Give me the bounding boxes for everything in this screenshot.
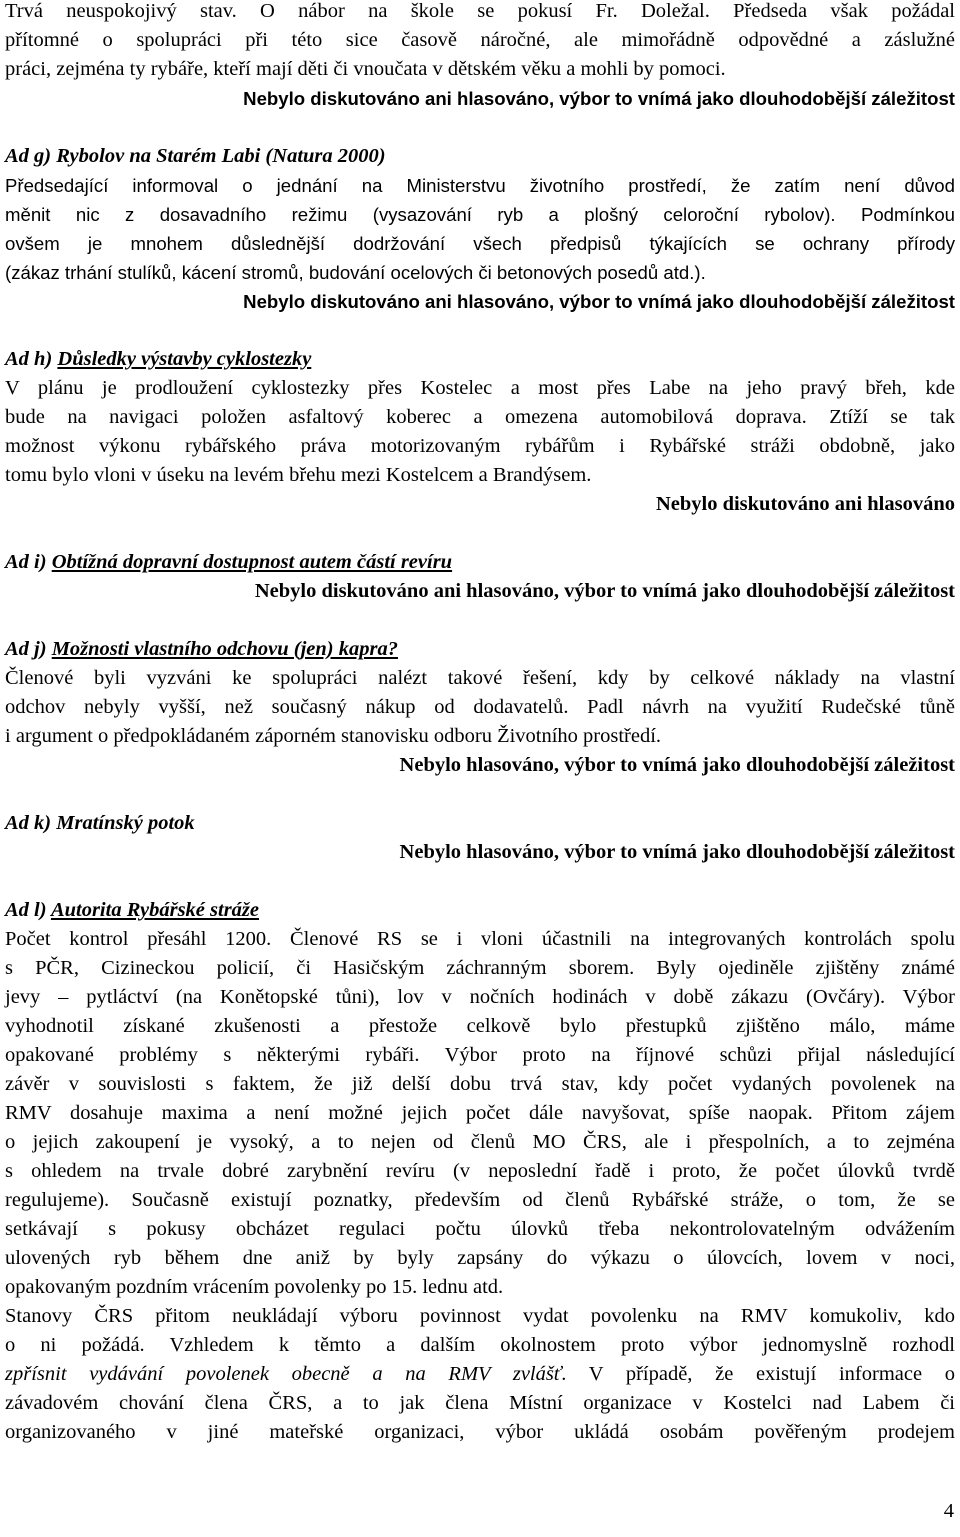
page-number: 4 (943, 1500, 954, 1522)
section-heading-j: Ad j) Možnosti vlastního odchovu (jen) kapra? (5, 638, 398, 660)
text-line: (zákaz trhání stulíků, kácení stromů, budování ocelových či betonových posedů atd.). (5, 262, 706, 283)
section-heading-h: Ad h) Důsledky výstavby cyklostezky (5, 348, 312, 370)
text-line: opakované problémy s některými rybáři. Výbor proto na říjnové schůzi přijal následující (5, 1044, 955, 1066)
resolution-note: Nebylo diskutováno ani hlasováno, výbor to vnímá jako dlouhodobější záležitost (243, 88, 955, 109)
text-line: opakovaným pozdním vrácením povolenky po 15. lednu atd. (5, 1276, 504, 1298)
text-line: jevy – pytláctví (na Konětopské tůni), lov v nočních hodinách v době zákazu (Ovčáry). Výbor (5, 986, 955, 1008)
resolution-note: Nebylo hlasováno, výbor to vnímá jako dlouhodobější záležitost (399, 754, 955, 776)
text-line: Členové byli vyzváni ke spolupráci nalézt takové řešení, kdy by celkové náklady na vlastní (5, 667, 955, 689)
text-line: s ohledem na trvale dobré zarybnění revíru (v neposlední řadě i proto, že počet úlovků tvrdě (5, 1160, 955, 1182)
text-line: bude na navigaci položen asfaltový koberec a omezena automobilová doprava. Ztíží se tak (5, 406, 955, 428)
text-line: RMV dosahuje maxima a není možné jejich počet dále navyšovat, spíše naopak. Přitom zájem (5, 1102, 955, 1124)
text-line: zpřísnit vydávání povolenek obecně a na RMV zvlášť. V případě, že existují informace o (5, 1363, 955, 1385)
text-line: závadovém chování člena ČRS, a to jak člena Místní organizace v Kostelci nad Labem či (5, 1392, 955, 1414)
text-line: ulovených ryb během dne aniž by byly zapsány do výkazu o úlovcích, lovem v noci, (5, 1247, 955, 1269)
resolution-note: Nebylo hlasováno, výbor to vnímá jako dlouhodobější záležitost (399, 841, 955, 863)
text-line: V plánu je prodloužení cyklostezky přes Kostelec a most přes Labe na jeho pravý břeh, kde (5, 377, 955, 399)
text-line: práci, zejména ty rybáře, kteří mají děti či vnoučata v dětském věku a mohli by pomoci. (5, 58, 726, 80)
text-line: o ni požádá. Vzhledem k těmto a dalším okolnostem proto výbor jednomyslně rozhodl (5, 1334, 955, 1356)
text-line: možnost výkonu rybářského práva motorizovaným rybářům i Rybářské stráži obdobně, jako (5, 435, 955, 457)
section-heading-l: Ad l) Autorita Rybářské stráže (5, 899, 260, 921)
section-heading-i: Ad i) Obtížná dopravní dostupnost autem částí revíru (5, 551, 453, 573)
section-heading-k: Ad k) Mratínský potok (5, 812, 195, 834)
text-line: Předsedající informoval o jednání na Ministerstvu životního prostředí, že zatím není důvod (5, 175, 955, 196)
text-line: přítomné o spolupráci při této sice časově náročné, ale mimořádně odpovědné a záslužné (5, 29, 955, 51)
resolution-note: Nebylo diskutováno ani hlasováno (655, 493, 955, 515)
text-line: Trvá neuspokojivý stav. O nábor na škole se pokusí Fr. Doležal. Předseda však požádal (5, 0, 955, 22)
text-line: s PČR, Cizineckou policií, či Hasičským záchranným sborem. Byly ojediněle zjištěny známé (5, 957, 955, 979)
text-line: ovšem je mnohem důslednější dodržování všech předpisů týkajících se ochrany přírody (5, 233, 955, 254)
text-line: i argument o předpokládaném záporném stanovisku odboru Životního prostředí. (5, 725, 662, 747)
text-line: o jejich zakoupení je vysoký, a to nejen od členů MO ČRS, ale i přespolních, a to zejména (5, 1131, 955, 1153)
text-line: vyhodnotil získané zkušenosti a přestože celkově bylo přestupků zjištěno málo, máme (5, 1015, 955, 1037)
text-line: regulujeme). Současně existují poznatky, především od členů Rybářské stráže, o tom, že se (5, 1189, 955, 1211)
text-line: odchov nebyly vyšší, než současný nákup od dodavatelů. Padl návrh na využití Rudečské tůně (5, 696, 955, 718)
resolution-note: Nebylo diskutováno ani hlasováno, výbor to vnímá jako dlouhodobější záležitost (243, 291, 955, 312)
text-line: měnit nic z dosavadního režimu (vysazování ryb a plošný celoroční rybolov). Podmínkou (5, 204, 955, 225)
text-line: Stanovy ČRS přitom neukládají výboru povinnost vydat povolenku na RMV komukoliv, kdo (5, 1305, 955, 1327)
text-line: Počet kontrol přesáhl 1200. Členové RS se i vloni účastnili na integrovaných kontrolách spolu (5, 928, 955, 950)
text-line: setkávají s pokusy obcházet regulaci počtu úlovků třeba nekontrolovatelným odvážením (5, 1218, 955, 1240)
text-line: závěr v souvislosti s faktem, že již delší dobu trvá stav, kdy počet vydaných povolenek na (5, 1073, 955, 1095)
text-line: organizovaného v jiné mateřské organizaci, výbor ukládá osobám pověřeným prodejem (5, 1421, 955, 1443)
resolution-note: Nebylo diskutováno ani hlasováno, výbor to vnímá jako dlouhodobější záležitost (254, 580, 955, 602)
text-line: tomu bylo vloni v úseku na levém břehu mezi Kostelcem a Brandýsem. (5, 464, 592, 486)
section-heading-g: Ad g) Rybolov na Starém Labi (Natura 2000) (5, 145, 386, 167)
